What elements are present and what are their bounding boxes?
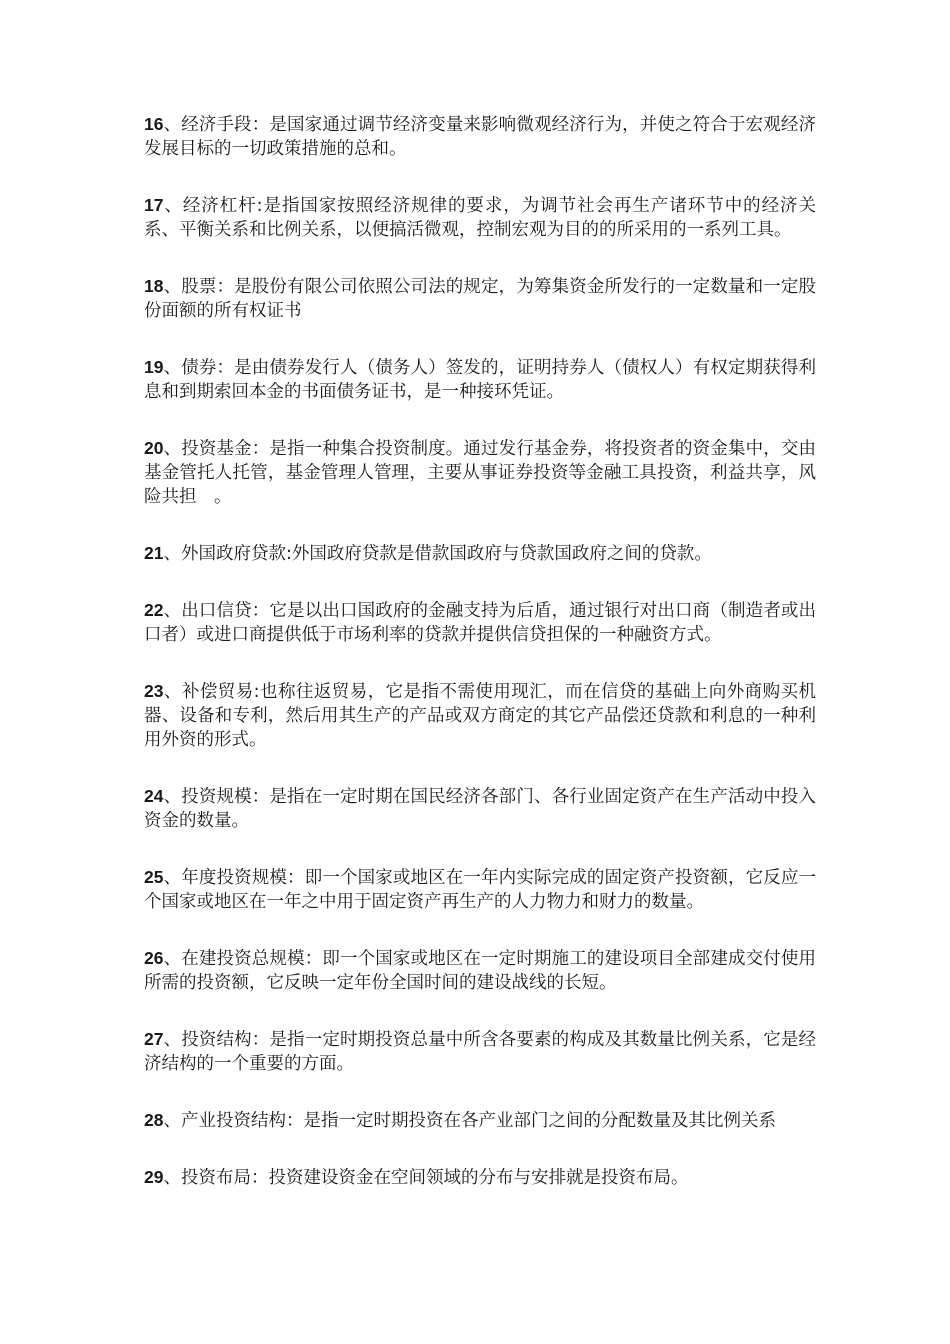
definition-entry xyxy=(144,193,816,242)
entry-number: 23 xyxy=(144,681,164,701)
entry-number: 29 xyxy=(144,1167,164,1187)
definition-entry xyxy=(144,436,816,509)
entry-number: 22 xyxy=(144,600,164,620)
entry-number: 18 xyxy=(144,276,164,296)
definition-entry xyxy=(144,679,816,752)
entry-text: 、经济杠杆:是指国家按照经济规律的要求，为调节社会再生产诸环节中的经济关系、平衡关系和比例关系，以便搞活微观，控制宏观为目的的所采用的一系列工具。 xyxy=(144,196,816,240)
entry-text: 、外国政府贷款:外国政府贷款是借款国政府与贷款国政府之间的贷款。 xyxy=(163,544,712,564)
definition-entry xyxy=(144,112,816,161)
entry-text: 、产业投资结构：是指一定时期投资在各产业部门之间的分配数量及其比例关系 xyxy=(163,1111,776,1131)
entry-text: 、补偿贸易:也称往返贸易，它是指不需使用现汇，而在信贷的基础上向外商购买机器、设备和专利，然后用其生产的产品或双方商定的其它产品偿还贷款和利息的一种利用外资的形式。 xyxy=(144,682,816,750)
entry-text: 、出口信贷：它是以出口国政府的金融支持为后盾，通过银行对出口商（制造者或出口者）或进口商提供低于市场利率的贷款并提供信贷担保的一种融资方式。 xyxy=(144,601,816,645)
entry-text: 、经济手段：是国家通过调节经济变量来影响微观经济行为，并使之符合于宏观经济发展目标的一切政策措施的总和。 xyxy=(144,115,816,159)
entry-text: 、投资结构：是指一定时期投资总量中所含各要素的构成及其数量比例关系，它是经济结构的一个重要的方面。 xyxy=(144,1030,816,1074)
entry-number: 19 xyxy=(144,357,164,377)
entry-number: 25 xyxy=(144,867,164,887)
definition-entry xyxy=(144,274,816,323)
entry-text: 、股票：是股份有限公司依照公司法的规定，为筹集资金所发行的一定数量和一定股份面额的所有权证书 xyxy=(144,277,816,321)
definition-entry xyxy=(144,598,816,647)
entry-number: 28 xyxy=(144,1110,164,1130)
document-page xyxy=(144,112,816,1222)
definition-entry xyxy=(144,1165,816,1190)
entry-text: 、投资规模：是指在一定时期在国民经济各部门、各行业固定资产在生产活动中投入资金的数量。 xyxy=(144,787,816,831)
definition-entry xyxy=(144,865,816,914)
entry-text: 、投资布局：投资建设资金在空间领域的分布与安排就是投资布局。 xyxy=(163,1168,689,1188)
definition-entry xyxy=(144,355,816,404)
entry-text: 、在建投资总规模：即一个国家或地区在一定时期施工的建设项目全部建成交付使用所需的投资额，它反映一定年份全国时间的建设战线的长短。 xyxy=(144,949,816,993)
definition-entry xyxy=(144,1108,816,1133)
entry-number: 24 xyxy=(144,786,164,806)
entry-number: 16 xyxy=(144,114,164,134)
entry-number: 21 xyxy=(144,543,164,563)
entry-text: 、债券：是由债券发行人（债务人）签发的，证明持券人（债权人）有权定期获得利息和到期索回本金的书面债务证书，是一种接环凭证。 xyxy=(144,358,816,402)
entry-number: 20 xyxy=(144,438,164,458)
definition-entry xyxy=(144,784,816,833)
definition-entry xyxy=(144,541,816,566)
entry-text: 、年度投资规模：即一个国家或地区在一年内实际完成的固定资产投资额，它反应一个国家或地区在一年之中用于固定资产再生产的人力物力和财力的数量。 xyxy=(144,868,816,912)
entry-number: 17 xyxy=(144,195,164,215)
definition-entry xyxy=(144,946,816,995)
entry-number: 26 xyxy=(144,948,164,968)
definition-entry xyxy=(144,1027,816,1076)
entry-number: 27 xyxy=(144,1029,164,1049)
entry-text: 、投资基金：是指一种集合投资制度。通过发行基金券，将投资者的资金集中，交由基金管托人托管，基金管理人管理，主要从事证券投资等金融工具投资，利益共享，风险共担 。 xyxy=(144,439,816,507)
